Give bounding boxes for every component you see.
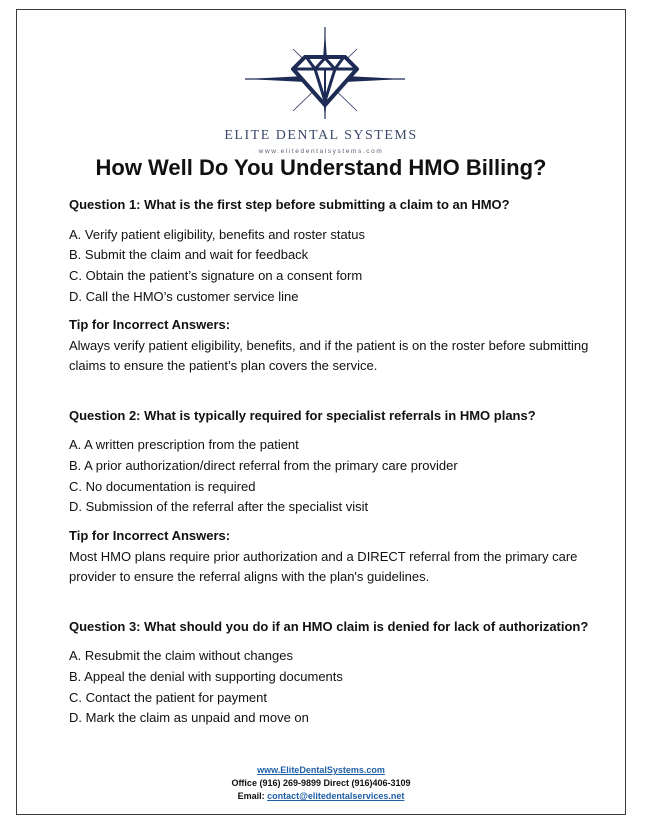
question-2-tip-text: Most HMO plans require prior authorization and a DIRECT referral from the primary care provider to ensure the referral aligns with the plan's guidelines. [69, 548, 578, 585]
question-block-1 [69, 195, 589, 377]
footer-email-label: Email: [237, 791, 265, 801]
page-title: How Well Do You Understand HMO Billing? [95, 155, 547, 180]
diamond-star-logo-icon [245, 27, 405, 119]
question-3-text: Question 3: What should you do if an HMO claim is denied for lack of authorization? [69, 618, 589, 634]
footer-phones: Office (916) 269-9899 Direct (916)406-3109 [231, 778, 411, 788]
question-2-option-c: C. No documentation is required [69, 478, 256, 494]
question-1-text: Question 1: What is the first step before submitting a claim to an HMO? [69, 197, 510, 212]
question-3-options [69, 646, 589, 729]
question-2-options [69, 435, 589, 518]
document-page [16, 9, 626, 815]
footer-email-line [17, 790, 625, 803]
question-block-2 [69, 406, 589, 588]
question-1-option-b: B. Submit the claim and wait for feedback [69, 247, 309, 263]
footer-website-link[interactable]: www.EliteDentalSystems.com [257, 765, 385, 775]
question-2-option-a: A. A written prescription from the patient [69, 437, 299, 453]
question-1-option-c: C. Obtain the patient’s signature on a consent form [69, 267, 363, 283]
question-block-3 [69, 617, 589, 729]
question-2-text: Question 2: What is typically required for specialist referrals in HMO plans? [69, 407, 536, 423]
question-2-option-d: D. Submission of the referral after the specialist visit [69, 499, 369, 515]
question-3-option-b: B. Appeal the denial with supporting documents [69, 668, 343, 684]
brand-url: www.elitedentalsystems.com [258, 148, 384, 155]
brand-header [17, 27, 625, 157]
footer-email-link[interactable]: contact@elitedentalservices.net [267, 791, 405, 801]
question-1-options [69, 225, 589, 308]
question-1-tip-text: Always verify patient eligibility, benefits, and if the patient is on the roster before submitting claims to ensure the patient’s plan covers the service. [69, 337, 589, 374]
question-1-option-a: A. Verify patient eligibility, benefits and roster status [69, 226, 366, 242]
question-2-option-b: B. A prior authorization/direct referral from the primary care provider [69, 458, 458, 474]
brand-name: ELITE DENTAL SYSTEMS [224, 128, 418, 143]
footer-contact [17, 764, 625, 803]
question-1-option-d: D. Call the HMO’s customer service line [69, 288, 299, 304]
question-3-option-a: A. Resubmit the claim without changes [69, 648, 293, 664]
question-1-tip-heading: Tip for Incorrect Answers: [69, 317, 231, 333]
question-3-option-d: D. Mark the claim as unpaid and move on [69, 710, 309, 726]
question-2-tip-heading: Tip for Incorrect Answers: [69, 528, 231, 544]
quiz-content [69, 195, 589, 729]
question-3-option-c: C. Contact the patient for payment [69, 689, 267, 705]
